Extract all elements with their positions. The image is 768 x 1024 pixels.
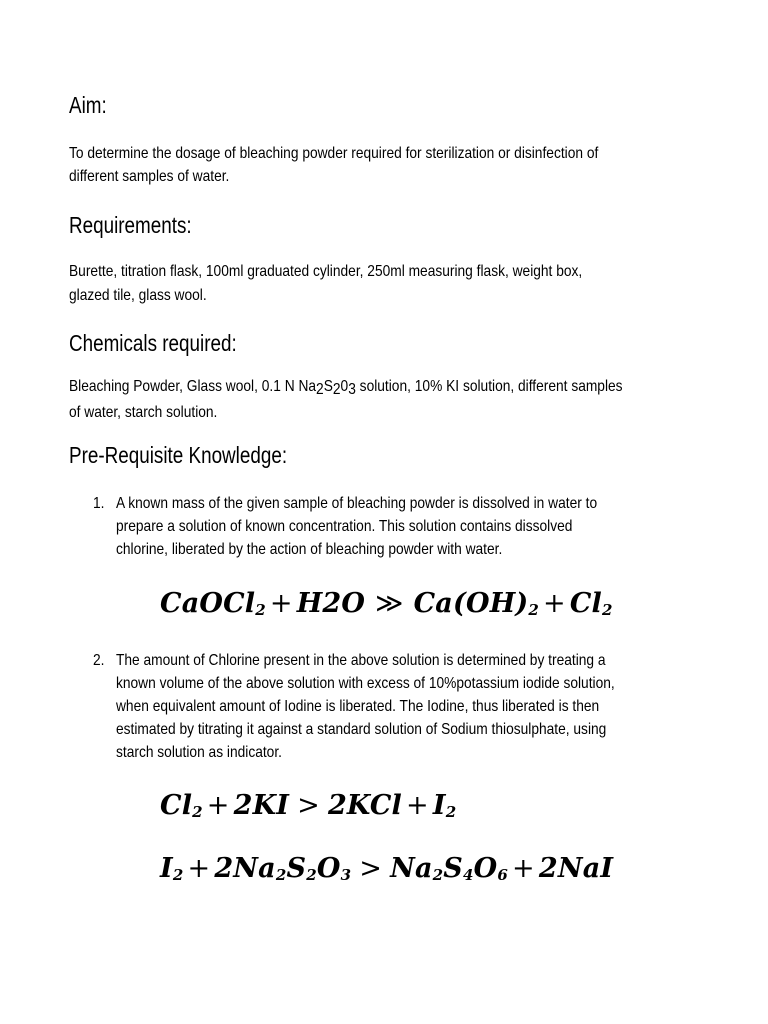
equation-2: $Cl_2 + 2KI > 2KCl + I_2$: [160, 790, 457, 821]
aim-text-line-2: different samples of water.: [69, 168, 230, 185]
prereq-item-1-line-2: prepare a solution of known concentration. This solution contains dissolved: [116, 518, 573, 535]
chemicals-text-line-2: of water, starch solution.: [69, 404, 218, 421]
requirements-text-line-1: Burette, titration flask, 100ml graduated cylinder, 250ml measuring flask, weight box,: [69, 263, 583, 280]
prereq-item-2-line-1: The amount of Chlorine present in the above solution is determined by treating a: [116, 652, 606, 669]
prereq-item-1-line-3: chlorine, liberated by the action of bleaching powder with water.: [116, 541, 503, 558]
prereq-item-2-line-5: starch solution as indicator.: [116, 744, 282, 761]
prereq-item-2-line-3: when equivalent amount of Iodine is liberated. The Iodine, thus liberated is then: [116, 698, 600, 715]
prereq-item-2-line-2: known volume of the above solution with excess of 10%potassium iodide solution,: [116, 675, 615, 692]
aim-text-line-1: To determine the dosage of bleaching powder required for sterilization or disinfection of: [69, 145, 599, 162]
equation-1: CaOCl$_2$ + H2O ≫ $Ca(OH)_2 + Cl_2$: [160, 588, 613, 619]
requirements-heading: Requirements:: [69, 212, 192, 238]
chemicals-text-line-1: Bleaching Powder, Glass wool, 0.1 N Na2S203 solution, 10% KI solution, different samples: [69, 378, 623, 398]
aim-heading: Aim:: [69, 92, 107, 118]
prereq-heading: Pre-Requisite Knowledge:: [69, 442, 288, 468]
chemicals-heading: Chemicals required:: [69, 330, 237, 356]
requirements-text-line-2: glazed tile, glass wool.: [69, 287, 207, 304]
prereq-item-1-line-1: A known mass of the given sample of bleaching powder is dissolved in water to: [116, 495, 598, 512]
prereq-item-2-number: 2.: [93, 652, 105, 669]
prereq-item-2-line-4: estimated by titrating it against a standard solution of Sodium thiosulphate, using: [116, 721, 607, 738]
prereq-item-1-number: 1.: [93, 495, 105, 512]
equation-3: $I_2 + 2Na_2S_2O_3 > Na_2S_4O_6 + 2NaI$: [160, 853, 614, 884]
